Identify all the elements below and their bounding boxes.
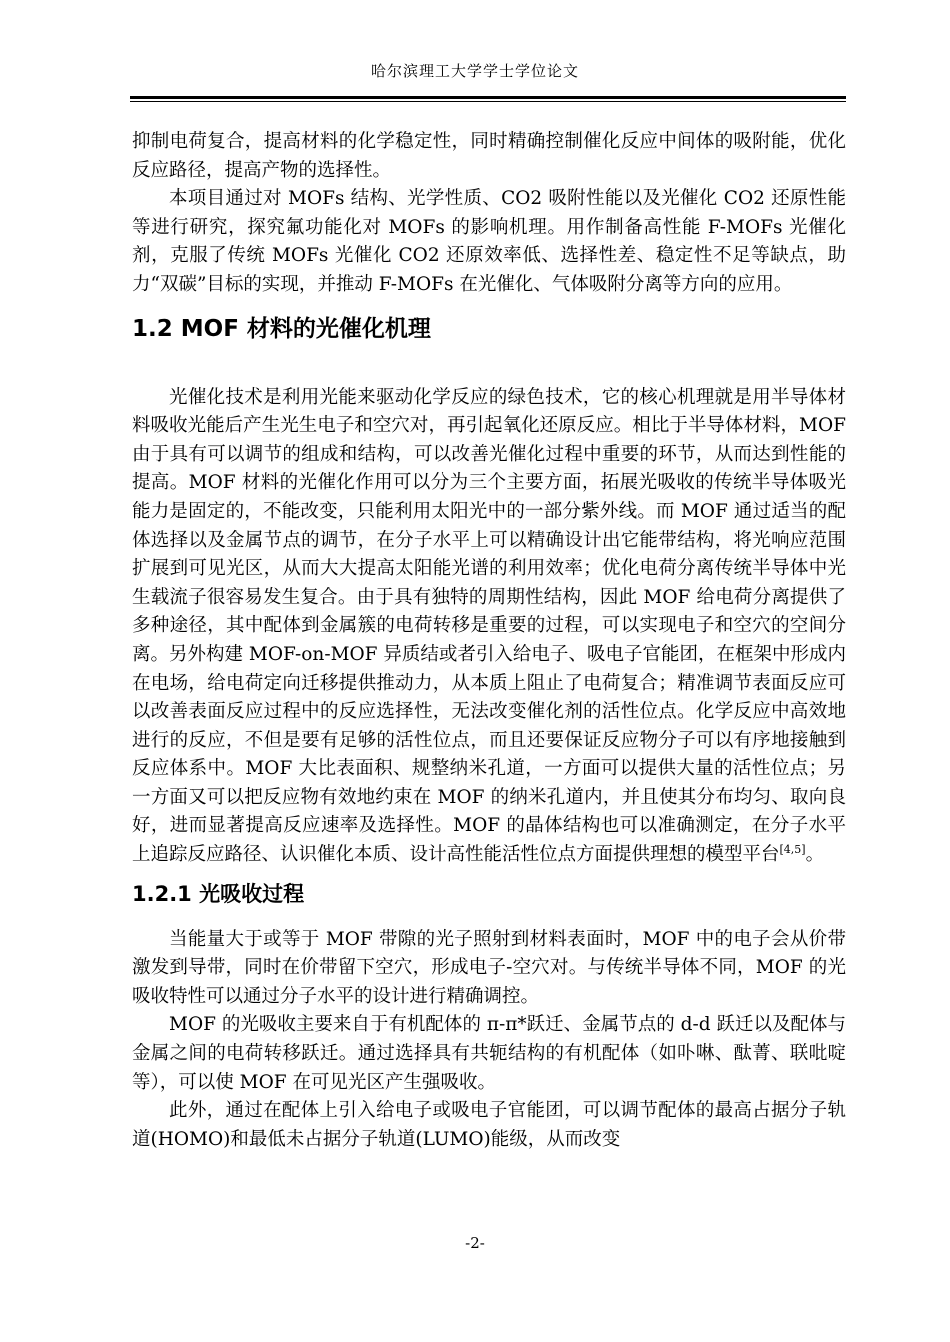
page-number: -2- bbox=[465, 1234, 485, 1252]
section-heading-1-2: 1.2 MOF 材料的光催化机理 bbox=[132, 315, 431, 342]
paragraph-end-mark: 。 bbox=[805, 844, 825, 866]
header-rule-thin bbox=[130, 101, 846, 102]
paragraph-light-absorption: 当能量大于或等于 MOF 带隙的光子照射到材料表面时，MOF 中的电子会从价带激发到导带，同时在价带留下空穴，形成电子-空穴对。与传统半导体不同，MOF 的光吸收特性可以通过分子水平的设计进行精确调控。 bbox=[132, 928, 846, 1007]
paragraph-continued: 抑制电荷复合，提高材料的化学稳定性，同时精确控制催化反应中间体的吸附能，优化反应路径，提高产物的选择性。 bbox=[132, 131, 846, 181]
header-rule-thick bbox=[130, 96, 846, 99]
citation: [4,5] bbox=[779, 842, 806, 856]
page-body bbox=[132, 128, 846, 1154]
paragraph-functional-groups: 此外，通过在配体上引入给电子或吸电子官能团，可以调节配体的最高占据分子轨道(HOMO)和最低未占据分子轨道(LUMO)能级，从而改变 bbox=[132, 1100, 846, 1150]
paragraph-photocatalysis-mechanism bbox=[132, 384, 846, 870]
paragraph-project: 本项目通过对 MOFs 结构、光学性质、CO2 吸附性能以及光催化 CO2 还原性能等进行研究，探究氟功能化对 MOFs 的影响机理。用作制备高性能 F-MOFs 光催化剂，克服了传统 MOFs 光催化 CO2 还原效率低、选择性差、稳定性不足等缺点，助力“双碳”目标的实现，并推动 F-MOFs 在光催化、气体吸附分离等方向的应用。 bbox=[132, 188, 846, 295]
paragraph-photocatalysis-text: 光催化技术是利用光能来驱动化学反应的绿色技术，它的核心机理就是用半导体材料吸收光能后产生光生电子和空穴对，再引起氧化还原反应。相比于半导体材料，MOF 由于具有可以调节的组成和结构，可以改善光催化过程中重要的环节，从而达到性能的提高。MOF 材料的光催化作用可以分为三个主要方面，拓展光吸收的传统半导体吸光能力是固定的，不能改变，只能利用太阳光中的一部分紫外线。而 MOF 通过适当的配体选择以及金属节点的调节，在分子水平上可以精确设计出它能带结构，将光响应范围扩展到可见光区，从而大大提高太阳能光谱的利用效率；优化电荷分离传统半导体中光生载流子很容易发生复合。由于具有独特的周期性结构，因此 MOF 给电荷分离提供了多种途径，其中配体到金属簇的电荷转移是重要的过程，可以实现电子和空穴的空间分离。另外构建 MOF-on-MOF 异质结或者引入给电子、吸电子官能团，在框架中形成内在电场，给电荷定向迁移提供推动力，从本质上阻止了电荷复合；精准调节表面反应可以改善表面反应过程中的反应选择性，无法改变催化剂的活性位点。化学反应中高效地进行的反应，不但是要有足够的活性位点，而且还要保证反应物分子可以有序地接触到反应体系中。MOF 大比表面积、规整纳米孔道，一方面可以提供大量的活性位点；另一方面又可以把反应物有效地约束在 MOF 的纳米孔道内，并且使其分布均匀、取向良好，进而显著提高反应速率及选择性。MOF 的晶体结构也可以准确测定，在分子水平上追踪反应路径、认识催化本质、设计高性能活性位点方面提供理想的模型平台 bbox=[132, 386, 846, 866]
paragraph-absorption-sources: MOF 的光吸收主要来自于有机配体的 π-π*跃迁、金属节点的 d-d 跃迁以及配体与金属之间的电荷转移跃迁。通过选择具有共轭结构的有机配体（如卟啉、酞菁、联吡啶等），可以使 MOF 在可见光区产生强吸收。 bbox=[132, 1014, 846, 1093]
running-header: 哈尔滨理工大学学士学位论文 bbox=[370, 62, 579, 80]
section-heading-1-2-1: 1.2.1 光吸收过程 bbox=[132, 881, 305, 906]
